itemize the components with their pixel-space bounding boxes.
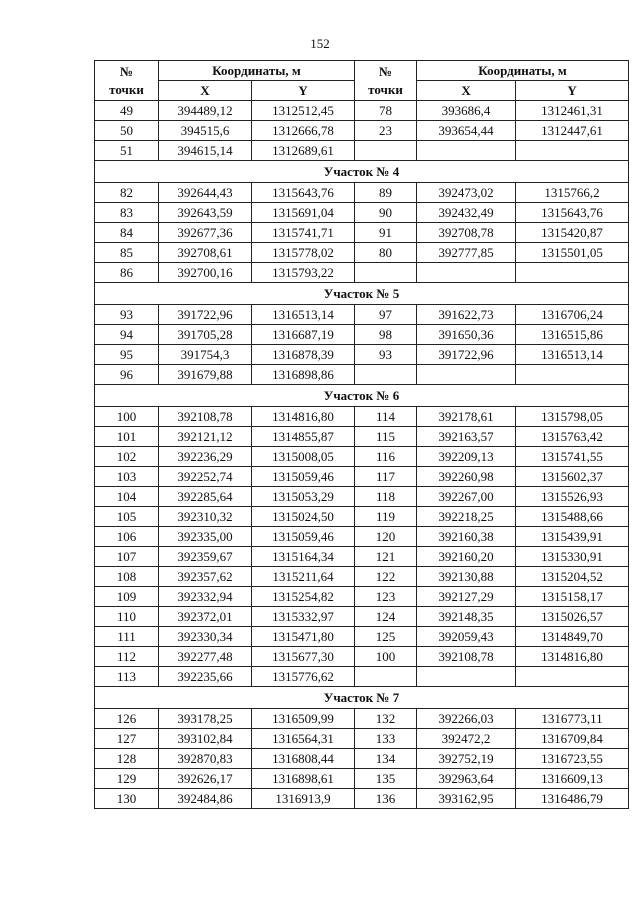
x-coordinate-cell: 392484,86	[159, 789, 252, 809]
point-number-cell: 50	[95, 121, 159, 141]
table-row	[95, 527, 629, 547]
y-coordinate-cell: 1312512,45	[252, 101, 355, 121]
table-row	[95, 789, 629, 809]
x-coordinate-cell: 392260,98	[417, 467, 516, 487]
y-header: Y	[516, 81, 629, 101]
y-coordinate-cell: 1315330,91	[516, 547, 629, 567]
point-number-cell: 134	[355, 749, 417, 769]
header-row	[95, 61, 629, 81]
x-coordinate-cell: 392127,29	[417, 587, 516, 607]
y-coordinate-cell	[516, 365, 629, 385]
table-row	[95, 769, 629, 789]
x-coordinate-cell: 392700,16	[159, 263, 252, 283]
y-coordinate-cell: 1315526,93	[516, 487, 629, 507]
x-coordinate-cell	[417, 263, 516, 283]
point-number-cell: 100	[355, 647, 417, 667]
table-row	[95, 325, 629, 345]
section-title: Участок № 5	[95, 283, 629, 305]
y-coordinate-cell: 1315059,46	[252, 527, 355, 547]
point-number-cell: 122	[355, 567, 417, 587]
y-coordinate-cell: 1315766,2	[516, 183, 629, 203]
y-coordinate-cell: 1315211,64	[252, 567, 355, 587]
section-title: Участок № 4	[95, 161, 629, 183]
y-coordinate-cell: 1315026,57	[516, 607, 629, 627]
point-number-cell: 102	[95, 447, 159, 467]
table-body	[95, 101, 629, 809]
y-coordinate-cell: 1315741,55	[516, 447, 629, 467]
section-title-row	[95, 283, 629, 305]
y-coordinate-cell: 1312461,31	[516, 101, 629, 121]
x-coordinate-cell	[417, 667, 516, 687]
point-number-cell: 121	[355, 547, 417, 567]
y-coordinate-cell: 1316898,61	[252, 769, 355, 789]
page-number: 152	[310, 36, 330, 51]
y-coordinate-cell: 1316515,86	[516, 325, 629, 345]
x-coordinate-cell: 391754,3	[159, 345, 252, 365]
point-number-cell: 105	[95, 507, 159, 527]
table-row	[95, 121, 629, 141]
y-coordinate-cell: 1314849,70	[516, 627, 629, 647]
table-row	[95, 567, 629, 587]
point-number-cell: 109	[95, 587, 159, 607]
table-row	[95, 607, 629, 627]
table-row	[95, 345, 629, 365]
y-coordinate-cell: 1315643,76	[252, 183, 355, 203]
y-coordinate-cell: 1316913,9	[252, 789, 355, 809]
point-number-cell: 107	[95, 547, 159, 567]
point-number-cell: 78	[355, 101, 417, 121]
point-number-cell: 124	[355, 607, 417, 627]
y-coordinate-cell: 1315164,34	[252, 547, 355, 567]
x-coordinate-cell: 392108,78	[417, 647, 516, 667]
table-row	[95, 203, 629, 223]
x-coordinate-cell: 392163,57	[417, 427, 516, 447]
x-coordinate-cell: 392160,38	[417, 527, 516, 547]
point-number-cell	[355, 667, 417, 687]
table-row	[95, 627, 629, 647]
y-coordinate-cell: 1316513,14	[516, 345, 629, 365]
x-coordinate-cell: 394489,12	[159, 101, 252, 121]
coordinates-header: Координаты, м	[159, 61, 355, 81]
table-row	[95, 183, 629, 203]
x-coordinate-cell: 392963,64	[417, 769, 516, 789]
y-coordinate-cell: 1316564,31	[252, 729, 355, 749]
point-number-cell: 49	[95, 101, 159, 121]
x-coordinate-cell: 392218,25	[417, 507, 516, 527]
point-number-cell: 90	[355, 203, 417, 223]
x-coordinate-cell: 392472,2	[417, 729, 516, 749]
table-row	[95, 223, 629, 243]
y-coordinate-cell: 1316687,19	[252, 325, 355, 345]
point-number-cell: 82	[95, 183, 159, 203]
x-coordinate-cell	[417, 365, 516, 385]
table-row	[95, 667, 629, 687]
y-coordinate-cell: 1315488,66	[516, 507, 629, 527]
point-number-cell: 117	[355, 467, 417, 487]
point-number-cell: 129	[95, 769, 159, 789]
table-row	[95, 729, 629, 749]
table-row	[95, 243, 629, 263]
point-number-cell: 118	[355, 487, 417, 507]
point-number-cell: 115	[355, 427, 417, 447]
point-number-cell: 104	[95, 487, 159, 507]
y-coordinate-cell: 1315008,05	[252, 447, 355, 467]
x-coordinate-cell: 392235,66	[159, 667, 252, 687]
point-number-cell	[355, 365, 417, 385]
y-coordinate-cell: 1315793,22	[252, 263, 355, 283]
point-number-cell: 119	[355, 507, 417, 527]
y-coordinate-cell: 1315059,46	[252, 467, 355, 487]
y-coordinate-cell	[516, 263, 629, 283]
y-coordinate-cell: 1315024,50	[252, 507, 355, 527]
y-coordinate-cell: 1315691,04	[252, 203, 355, 223]
point-number-cell: 94	[95, 325, 159, 345]
x-coordinate-cell: 392252,74	[159, 467, 252, 487]
x-coordinate-cell: 392059,43	[417, 627, 516, 647]
x-coordinate-cell: 392178,61	[417, 407, 516, 427]
section-title-row	[95, 687, 629, 709]
table-row	[95, 547, 629, 567]
x-coordinate-cell: 392870,83	[159, 749, 252, 769]
y-coordinate-cell: 1314816,80	[252, 407, 355, 427]
point-number-cell: 93	[95, 305, 159, 325]
x-coordinate-cell: 391722,96	[417, 345, 516, 365]
table-row	[95, 305, 629, 325]
x-coordinate-cell: 392236,29	[159, 447, 252, 467]
x-coordinate-cell: 391622,73	[417, 305, 516, 325]
x-coordinate-cell: 392357,62	[159, 567, 252, 587]
y-coordinate-cell: 1316706,24	[516, 305, 629, 325]
y-coordinate-cell: 1316486,79	[516, 789, 629, 809]
y-coordinate-cell: 1316808,44	[252, 749, 355, 769]
x-coordinate-cell: 392332,94	[159, 587, 252, 607]
x-header: X	[417, 81, 516, 101]
point-number-cell: 89	[355, 183, 417, 203]
point-number-cell: 108	[95, 567, 159, 587]
y-header: Y	[252, 81, 355, 101]
x-coordinate-cell: 391679,88	[159, 365, 252, 385]
coordinates-header: Координаты, м	[417, 61, 629, 81]
table-row	[95, 487, 629, 507]
y-coordinate-cell: 1316723,55	[516, 749, 629, 769]
x-coordinate-cell: 392160,20	[417, 547, 516, 567]
point-number-cell: 133	[355, 729, 417, 749]
y-coordinate-cell: 1315204,52	[516, 567, 629, 587]
y-coordinate-cell: 1315158,17	[516, 587, 629, 607]
x-coordinate-cell	[417, 141, 516, 161]
point-number-cell: 120	[355, 527, 417, 547]
x-coordinate-cell: 392473,02	[417, 183, 516, 203]
x-coordinate-cell: 391705,28	[159, 325, 252, 345]
y-coordinate-cell: 1315741,71	[252, 223, 355, 243]
point-number-cell: 112	[95, 647, 159, 667]
point-number-header: № точки	[95, 61, 159, 101]
x-coordinate-cell: 391722,96	[159, 305, 252, 325]
x-coordinate-cell: 392708,61	[159, 243, 252, 263]
x-coordinate-cell: 392330,34	[159, 627, 252, 647]
point-number-cell: 123	[355, 587, 417, 607]
y-coordinate-cell: 1314816,80	[516, 647, 629, 667]
table-row	[95, 709, 629, 729]
x-coordinate-cell: 392677,36	[159, 223, 252, 243]
table-row	[95, 407, 629, 427]
y-coordinate-cell: 1316513,14	[252, 305, 355, 325]
point-number-cell: 97	[355, 305, 417, 325]
y-coordinate-cell	[516, 667, 629, 687]
point-number-cell: 116	[355, 447, 417, 467]
x-coordinate-cell: 392121,12	[159, 427, 252, 447]
y-coordinate-cell: 1315053,29	[252, 487, 355, 507]
table-row	[95, 365, 629, 385]
x-coordinate-cell: 392148,35	[417, 607, 516, 627]
x-coordinate-cell: 394515,6	[159, 121, 252, 141]
point-number-cell: 110	[95, 607, 159, 627]
x-coordinate-cell: 392643,59	[159, 203, 252, 223]
point-number-cell: 125	[355, 627, 417, 647]
y-coordinate-cell: 1316609,13	[516, 769, 629, 789]
y-coordinate-cell: 1315254,82	[252, 587, 355, 607]
point-number-cell: 130	[95, 789, 159, 809]
x-coordinate-cell: 392752,19	[417, 749, 516, 769]
x-coordinate-cell: 392644,43	[159, 183, 252, 203]
x-coordinate-cell: 392209,13	[417, 447, 516, 467]
x-coordinate-cell: 392777,85	[417, 243, 516, 263]
point-number-cell	[355, 141, 417, 161]
point-number-cell: 86	[95, 263, 159, 283]
x-coordinate-cell: 393162,95	[417, 789, 516, 809]
y-coordinate-cell: 1315677,30	[252, 647, 355, 667]
x-coordinate-cell: 393102,84	[159, 729, 252, 749]
table-row	[95, 749, 629, 769]
point-number-cell: 111	[95, 627, 159, 647]
section-title: Участок № 6	[95, 385, 629, 407]
x-coordinate-cell: 393686,4	[417, 101, 516, 121]
x-coordinate-cell: 392267,00	[417, 487, 516, 507]
point-number-cell: 80	[355, 243, 417, 263]
point-number-cell: 84	[95, 223, 159, 243]
x-coordinate-cell: 392310,32	[159, 507, 252, 527]
x-coordinate-cell: 392708,78	[417, 223, 516, 243]
y-coordinate-cell: 1315471,80	[252, 627, 355, 647]
y-coordinate-cell: 1315776,62	[252, 667, 355, 687]
point-number-cell: 83	[95, 203, 159, 223]
y-coordinate-cell: 1316709,84	[516, 729, 629, 749]
point-number-cell: 96	[95, 365, 159, 385]
y-coordinate-cell: 1315439,91	[516, 527, 629, 547]
x-coordinate-cell: 392335,00	[159, 527, 252, 547]
point-number-cell: 91	[355, 223, 417, 243]
point-number-cell: 113	[95, 667, 159, 687]
x-coordinate-cell: 392266,03	[417, 709, 516, 729]
point-number-cell: 100	[95, 407, 159, 427]
point-number-cell	[355, 263, 417, 283]
point-number-cell: 101	[95, 427, 159, 447]
x-header: X	[159, 81, 252, 101]
point-number-cell: 98	[355, 325, 417, 345]
point-number-cell: 23	[355, 121, 417, 141]
x-coordinate-cell: 392285,64	[159, 487, 252, 507]
y-coordinate-cell: 1312447,61	[516, 121, 629, 141]
y-coordinate-cell: 1316898,86	[252, 365, 355, 385]
y-coordinate-cell: 1315332,97	[252, 607, 355, 627]
section-title-row	[95, 161, 629, 183]
y-coordinate-cell: 1312666,78	[252, 121, 355, 141]
point-number-cell: 127	[95, 729, 159, 749]
section-title: Участок № 7	[95, 687, 629, 709]
x-coordinate-cell: 393178,25	[159, 709, 252, 729]
point-number-cell: 51	[95, 141, 159, 161]
table-row	[95, 101, 629, 121]
x-coordinate-cell: 392108,78	[159, 407, 252, 427]
point-number-cell: 93	[355, 345, 417, 365]
table-row	[95, 141, 629, 161]
point-number-cell: 103	[95, 467, 159, 487]
y-coordinate-cell: 1314855,87	[252, 427, 355, 447]
x-coordinate-cell: 392359,67	[159, 547, 252, 567]
point-number-header: № точки	[355, 61, 417, 101]
section-title-row	[95, 385, 629, 407]
point-number-cell: 135	[355, 769, 417, 789]
x-coordinate-cell: 392372,01	[159, 607, 252, 627]
x-coordinate-cell: 392130,88	[417, 567, 516, 587]
y-coordinate-cell: 1315798,05	[516, 407, 629, 427]
y-coordinate-cell: 1315501,05	[516, 243, 629, 263]
x-coordinate-cell: 392626,17	[159, 769, 252, 789]
x-coordinate-cell: 394615,14	[159, 141, 252, 161]
y-coordinate-cell: 1315643,76	[516, 203, 629, 223]
point-number-cell: 95	[95, 345, 159, 365]
point-number-cell: 106	[95, 527, 159, 547]
table-row	[95, 507, 629, 527]
y-coordinate-cell: 1315602,37	[516, 467, 629, 487]
table-row	[95, 263, 629, 283]
table-row	[95, 427, 629, 447]
point-number-cell: 136	[355, 789, 417, 809]
x-coordinate-cell: 392432,49	[417, 203, 516, 223]
y-coordinate-cell: 1315420,87	[516, 223, 629, 243]
point-number-cell: 85	[95, 243, 159, 263]
y-coordinate-cell: 1316509,99	[252, 709, 355, 729]
point-number-cell: 128	[95, 749, 159, 769]
y-coordinate-cell: 1312689,61	[252, 141, 355, 161]
coordinates-table	[94, 60, 629, 809]
point-number-cell: 126	[95, 709, 159, 729]
y-coordinate-cell: 1315763,42	[516, 427, 629, 447]
x-coordinate-cell: 392277,48	[159, 647, 252, 667]
y-coordinate-cell: 1316773,11	[516, 709, 629, 729]
y-coordinate-cell: 1315778,02	[252, 243, 355, 263]
table-row	[95, 647, 629, 667]
x-coordinate-cell: 393654,44	[417, 121, 516, 141]
point-number-cell: 114	[355, 407, 417, 427]
table-row	[95, 447, 629, 467]
table-row	[95, 467, 629, 487]
point-number-cell: 132	[355, 709, 417, 729]
x-coordinate-cell: 391650,36	[417, 325, 516, 345]
y-coordinate-cell	[516, 141, 629, 161]
y-coordinate-cell: 1316878,39	[252, 345, 355, 365]
table-row	[95, 587, 629, 607]
